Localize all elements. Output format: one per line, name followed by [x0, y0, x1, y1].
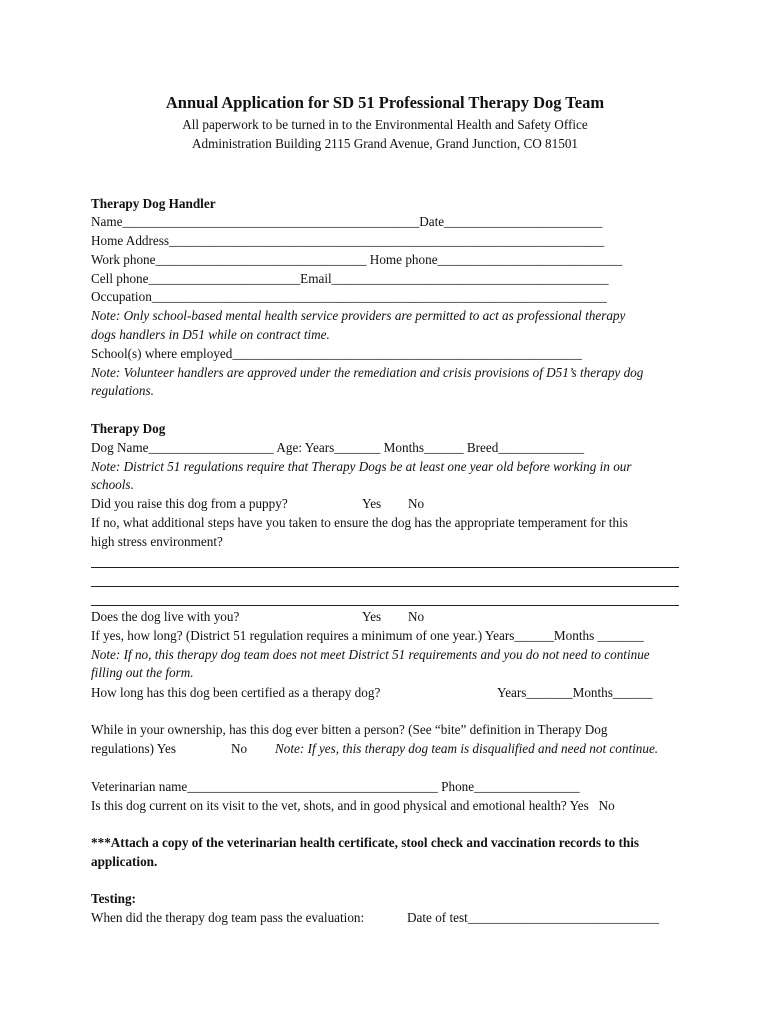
dog-bite-no-option[interactable]: No — [231, 741, 248, 756]
dog-puppy-no-option[interactable]: No — [408, 496, 425, 511]
dog-note-age: Note: District 51 regulations require that Therapy Dogs be at least one year old before working in our — [91, 459, 632, 474]
dog-bite-yes-option[interactable]: regulations) Yes — [91, 741, 176, 756]
dog-puppy-yes-option[interactable]: Yes — [362, 496, 382, 511]
dog-steps-answer-line[interactable] — [91, 586, 679, 587]
attach-instructions-cont: application. — [91, 854, 158, 869]
dog-name-age-breed-field[interactable]: Dog Name___________________ Age: Years_______ Months______ Breed_____________ — [91, 440, 585, 455]
dog-certified-years-months-field[interactable]: Years_______Months______ — [497, 685, 653, 700]
dog-note-requirements: Note: If no, this therapy dog team does not meet District 51 requirements and you do not need to continue — [91, 647, 650, 662]
vet-name-phone-field[interactable]: Veterinarian name______________________________________ Phone________________ — [91, 779, 580, 794]
dog-steps-answer-line[interactable] — [91, 567, 679, 568]
handler-school-employed-field[interactable]: School(s) where employed_____________________________________________________ — [91, 346, 582, 361]
testing-question: When did the therapy dog team pass the evaluation: — [91, 910, 365, 925]
dog-certified-question: How long has this dog been certified as a therapy dog? — [91, 685, 381, 700]
dog-live-no-option[interactable]: No — [408, 609, 425, 624]
handler-phone-field[interactable]: Work phone________________________________ Home phone____________________________ — [91, 252, 623, 267]
dog-bite-question: While in your ownership, has this dog ever bitten a person? (See “bite” definition in Therapy Dog — [91, 722, 608, 737]
handler-note-school-based-cont: dogs handlers in D51 while on contract time. — [91, 327, 330, 342]
dog-live-question: Does the dog live with you? — [91, 609, 240, 624]
form-title: Annual Application for SD 51 Professional Therapy Dog Team — [165, 93, 605, 112]
handler-occupation-field[interactable]: Occupation_____________________________________________________________________ — [91, 289, 607, 304]
dog-note-age-cont: schools. — [91, 477, 134, 492]
testing-heading: Testing: — [91, 891, 136, 906]
dog-how-long-field[interactable]: If yes, how long? (District 51 regulation requires a minimum of one year.) Years______Months _______ — [91, 628, 644, 643]
dog-steps-answer-line[interactable] — [91, 605, 679, 606]
handler-note-volunteer: Note: Volunteer handlers are approved under the remediation and crisis provisions of D51’s therapy dog — [91, 365, 644, 380]
dog-steps-question-cont: high stress environment? — [91, 534, 223, 549]
handler-name-date-field[interactable]: Name_____________________________________________Date________________________ — [91, 214, 603, 229]
dog-note-requirements-cont: filling out the form. — [91, 665, 194, 680]
testing-date-field[interactable]: Date of test_____________________________ — [407, 910, 660, 925]
handler-heading: Therapy Dog Handler — [91, 196, 216, 211]
dog-live-yes-option[interactable]: Yes — [362, 609, 382, 624]
dog-steps-question: If no, what additional steps have you taken to ensure the dog has the appropriate temperament for this — [91, 515, 628, 530]
handler-note-volunteer-cont: regulations. — [91, 383, 154, 398]
form-subtitle-office: All paperwork to be turned in to the Environmental Health and Safety Office — [182, 117, 588, 132]
attach-instructions: ***Attach a copy of the veterinarian health certificate, stool check and vaccination records to this — [91, 835, 640, 850]
handler-home-address-field[interactable]: Home Address__________________________________________________________________ — [91, 233, 605, 248]
dog-puppy-question: Did you raise this dog from a puppy? — [91, 496, 288, 511]
dog-heading: Therapy Dog — [91, 421, 166, 436]
handler-cell-email-field[interactable]: Cell phone_______________________Email__________________________________________ — [91, 271, 609, 286]
handler-note-school-based: Note: Only school-based mental health service providers are permitted to act as professional therapy — [91, 308, 626, 323]
form-subtitle-address: Administration Building 2115 Grand Avenue, Grand Junction, CO 81501 — [191, 136, 579, 151]
dog-bite-note: Note: If yes, this therapy dog team is disqualified and need not continue. — [275, 741, 659, 756]
vet-current-question[interactable]: Is this dog current on its visit to the vet, shots, and in good physical and emotional health? Yes No — [91, 798, 615, 813]
